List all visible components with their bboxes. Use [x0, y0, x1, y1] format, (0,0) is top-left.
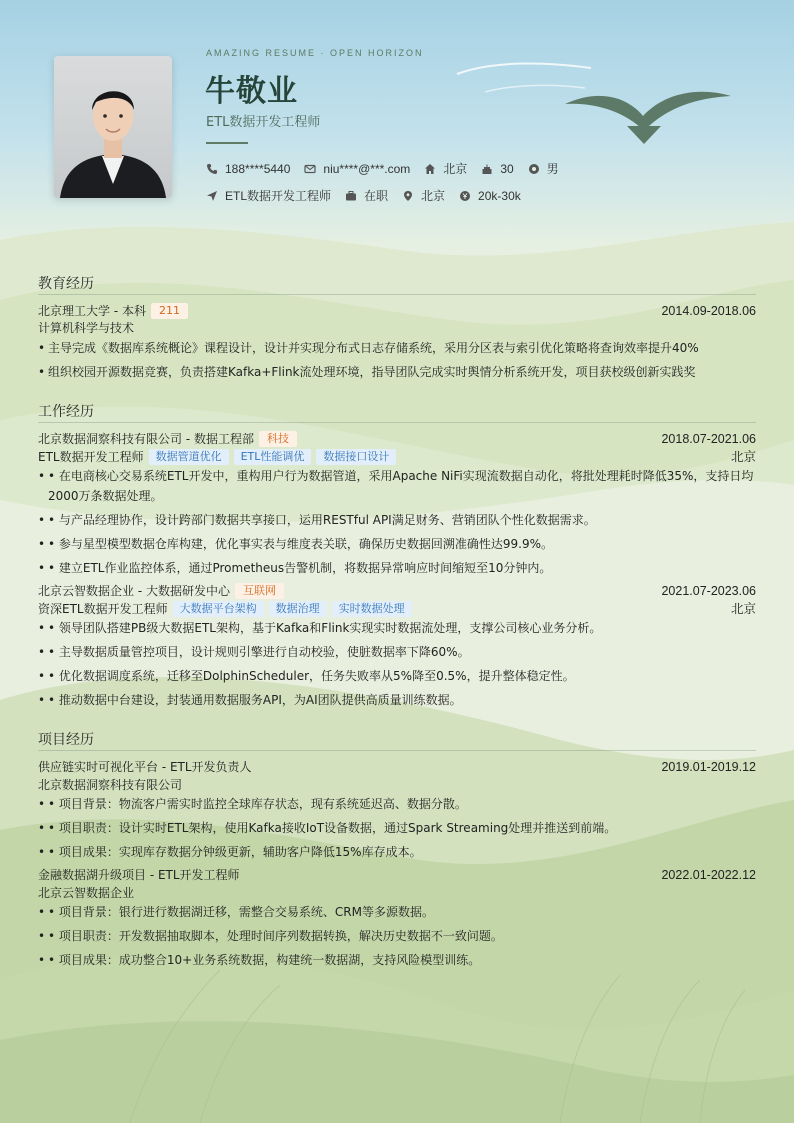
hometown-text: 北京 [443, 162, 468, 176]
salary-icon [459, 190, 471, 202]
skill-tag: 实时数据处理 [332, 601, 412, 617]
skill-tag: 数据接口设计 [316, 449, 396, 465]
project-date: 2019.01-2019.12 [661, 760, 756, 774]
work-bullet: • • 领导团队搭建PB级大数据ETL架构，基于Kafka和Flink实现实时数据流处理，支撑公司核心业务分析。 [38, 618, 756, 638]
hometown-info [424, 160, 467, 177]
work-city: 北京 [730, 450, 756, 464]
work-bullet: • • 在电商核心交易系统ETL开发中，重构用户行为数据管道，采用Apache NiFi实现流数据自动化，将批处理耗时降低35%，支持日均2000万条数据处理。 [38, 466, 756, 506]
company-name: 北京数据洞察科技有限公司 - 数据工程部 [38, 432, 254, 446]
school-tag: 211 [151, 303, 188, 319]
work-bullet: • • 优化数据调度系统，迁移至DolphinScheduler，任务失败率从5%降至0.5%，提升整体稳定性。 [38, 666, 756, 686]
work-date: 2018.07-2021.06 [661, 432, 756, 446]
project-org-row [38, 777, 756, 793]
project-header [38, 759, 756, 775]
projects-section-title: 项目经历 [38, 732, 94, 748]
company-tag: 科技 [259, 431, 297, 447]
skill-tag: 数据治理 [269, 601, 327, 617]
salary-text: 20k-30k [478, 188, 521, 203]
contact-row [206, 160, 573, 177]
project-name: 供应链实时可视化平台 - ETL开发负责人 [38, 760, 252, 774]
project-date: 2022.01-2022.12 [661, 868, 756, 882]
skill-tag: 数据管道优化 [149, 449, 229, 465]
email-info [304, 162, 410, 176]
company-name: 北京云智数据企业 - 大数据研发中心 [38, 584, 230, 598]
phone-icon [206, 163, 218, 175]
target-city-info [402, 187, 445, 204]
phone-text: 188****5440 [225, 161, 291, 176]
skill-tag: ETL性能调优 [234, 449, 312, 465]
tagline: AMAZING RESUME · OPEN HORIZON [206, 48, 424, 58]
status-text: 在职 [364, 189, 389, 203]
location-pin-icon [402, 190, 414, 202]
title-underline [206, 142, 248, 144]
education-header [38, 303, 756, 319]
education-major [38, 320, 756, 336]
education-section-title: 教育经历 [38, 276, 94, 292]
work-section-title: 工作经历 [38, 404, 94, 420]
job-title: ETL数据开发工程师 [206, 115, 321, 130]
profile-photo [54, 56, 172, 198]
candidate-name: 牛敬业 [205, 74, 298, 109]
project-org-row [38, 885, 756, 901]
skill-tag: 大数据平台架构 [173, 601, 264, 617]
briefcase-icon [345, 190, 357, 202]
age-text: 30 [500, 161, 514, 176]
work-bullet: • • 建立ETL作业监控体系，通过Prometheus告警机制，将数据异常响应时间缩短至10分钟内。 [38, 558, 756, 578]
target-city-text: 北京 [421, 189, 446, 203]
gender-info [528, 160, 559, 177]
education-bullet: • 组织校园开源数据竞赛，负责搭建Kafka+Flink流处理环境，指导团队完成实时舆情分析系统开发，项目获校级创新实践奖 [38, 362, 756, 382]
projects-divider [38, 750, 756, 751]
work-divider [38, 422, 756, 423]
company-tag: 互联网 [235, 583, 284, 599]
home-icon [424, 163, 436, 175]
work-header [38, 431, 756, 447]
work-city: 北京 [730, 602, 756, 616]
major-text: 计算机科学与技术 [38, 321, 135, 335]
work-bullet: • • 主导数据质量管控项目，设计规则引擎进行自动校验，使脏数据率下降60%。 [38, 642, 756, 662]
salary-info [459, 189, 521, 203]
intent-row [206, 187, 535, 204]
project-name: 金融数据湖升级项目 - ETL开发工程师 [38, 868, 240, 882]
project-org: 北京数据洞察科技有限公司 [38, 778, 183, 792]
send-icon [206, 190, 218, 202]
work-position-row [38, 601, 756, 617]
project-bullet: • • 项目背景：银行进行数据湖迁移，需整合交易系统、CRM等多源数据。 [38, 902, 756, 922]
education-date: 2014.09-2018.06 [661, 304, 756, 318]
work-header [38, 583, 756, 599]
status-info [345, 187, 388, 204]
project-header [38, 867, 756, 883]
mail-icon [304, 163, 316, 175]
email-text: niu****@***.com [323, 161, 411, 176]
project-bullet: • • 项目职责：设计实时ETL架构，使用Kafka接收IoT设备数据，通过Spark Streaming处理并推送到前端。 [38, 818, 756, 838]
gender-icon [528, 163, 540, 175]
work-bullet: • • 与产品经理协作，设计跨部门数据共享接口，运用RESTful API满足财务、营销团队个性化数据需求。 [38, 510, 756, 530]
position-name: ETL数据开发工程师 [38, 450, 144, 464]
work-date: 2021.07-2023.06 [661, 584, 756, 598]
work-position-row [38, 449, 756, 465]
age-info [481, 162, 513, 176]
work-bullet: • • 推动数据中台建设，封装通用数据服务API，为AI团队提供高质量训练数据。 [38, 690, 756, 710]
cake-icon [481, 163, 493, 175]
project-org: 北京云智数据企业 [38, 886, 135, 900]
position-name: 资深ETL数据开发工程师 [38, 602, 168, 616]
education-divider [38, 294, 756, 295]
phone-info [206, 162, 290, 176]
project-bullet: • • 项目成果：成功整合10+业务系统数据，构建统一数据湖，支持风险模型训练。 [38, 950, 756, 970]
project-bullet: • • 项目背景：物流客户需实时监控全球库存状态，现有系统延迟高、数据分散。 [38, 794, 756, 814]
work-bullet: • • 参与星型模型数据仓库构建，优化事实表与维度表关联，确保历史数据回溯准确性达99.9%。 [38, 534, 756, 554]
project-bullet: • • 项目成果：实现库存数据分钟级更新，辅助客户降低15%库存成本。 [38, 842, 756, 862]
school-name: 北京理工大学 - 本科 [38, 304, 146, 318]
education-bullet: • 主导完成《数据库系统概论》课程设计，设计并实现分布式日志存储系统，采用分区表与索引优化策略将查询效率提升40% [38, 338, 756, 358]
target-position-text: ETL数据开发工程师 [225, 189, 332, 203]
bird-decoration [565, 86, 735, 148]
gender-text: 男 [546, 162, 559, 176]
target-position-info [206, 187, 331, 204]
project-bullet: • • 项目职责：开发数据抽取脚本，处理时间序列数据转换，解决历史数据不一致问题。 [38, 926, 756, 946]
